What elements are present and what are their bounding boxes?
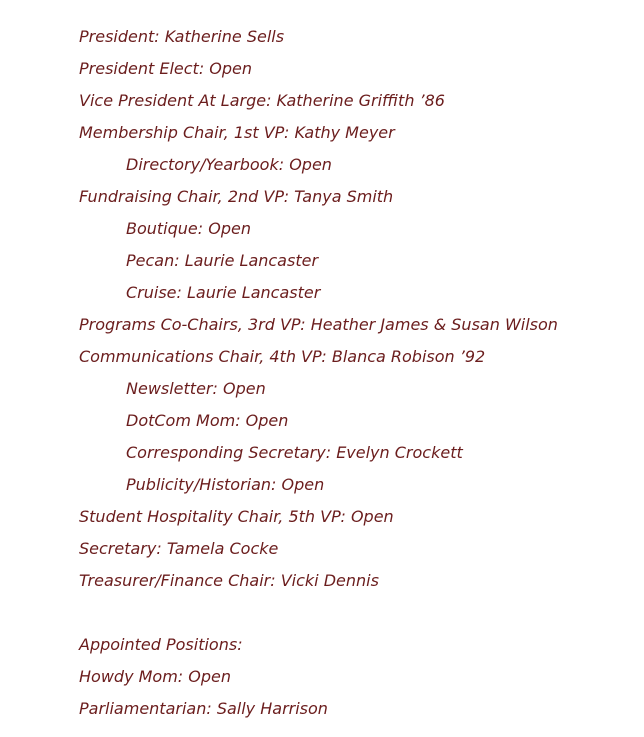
sub-position-line: Newsletter: Open (126, 379, 266, 398)
officer-line: Communications Chair, 4th VP: Blanca Robison ’92 (79, 347, 486, 366)
officer-line: Treasurer/Finance Chair: Vicki Dennis (79, 571, 379, 590)
officer-line: Secretary: Tamela Cocke (79, 539, 279, 558)
officer-line: Fundraising Chair, 2nd VP: Tanya Smith (79, 187, 394, 206)
sub-position-line: DotCom Mom: Open (126, 411, 289, 430)
appointed-line: Parliamentarian: Sally Harrison (79, 699, 328, 718)
appointed-heading: Appointed Positions: (79, 635, 243, 654)
sub-position-line: Publicity/Historian: Open (126, 475, 325, 494)
officer-line: President: Katherine Sells (79, 27, 285, 46)
officer-line: Membership Chair, 1st VP: Kathy Meyer (79, 123, 395, 142)
sub-position-line: Directory/Yearbook: Open (126, 155, 332, 174)
sub-position-line: Pecan: Laurie Lancaster (126, 251, 319, 270)
officer-line: Programs Co-Chairs, 3rd VP: Heather James & Susan Wilson (79, 315, 558, 334)
sub-position-line: Boutique: Open (126, 219, 251, 238)
officer-line: President Elect: Open (79, 59, 253, 78)
sub-position-line: Cruise: Laurie Lancaster (126, 283, 321, 302)
officer-line: Vice President At Large: Katherine Griffith ’86 (79, 91, 445, 110)
officer-roster (79, 21, 558, 725)
appointed-line: Howdy Mom: Open (79, 667, 232, 686)
sub-position-line: Corresponding Secretary: Evelyn Crockett (126, 443, 463, 462)
spacer (79, 597, 558, 629)
officer-line: Student Hospitality Chair, 5th VP: Open (79, 507, 394, 526)
